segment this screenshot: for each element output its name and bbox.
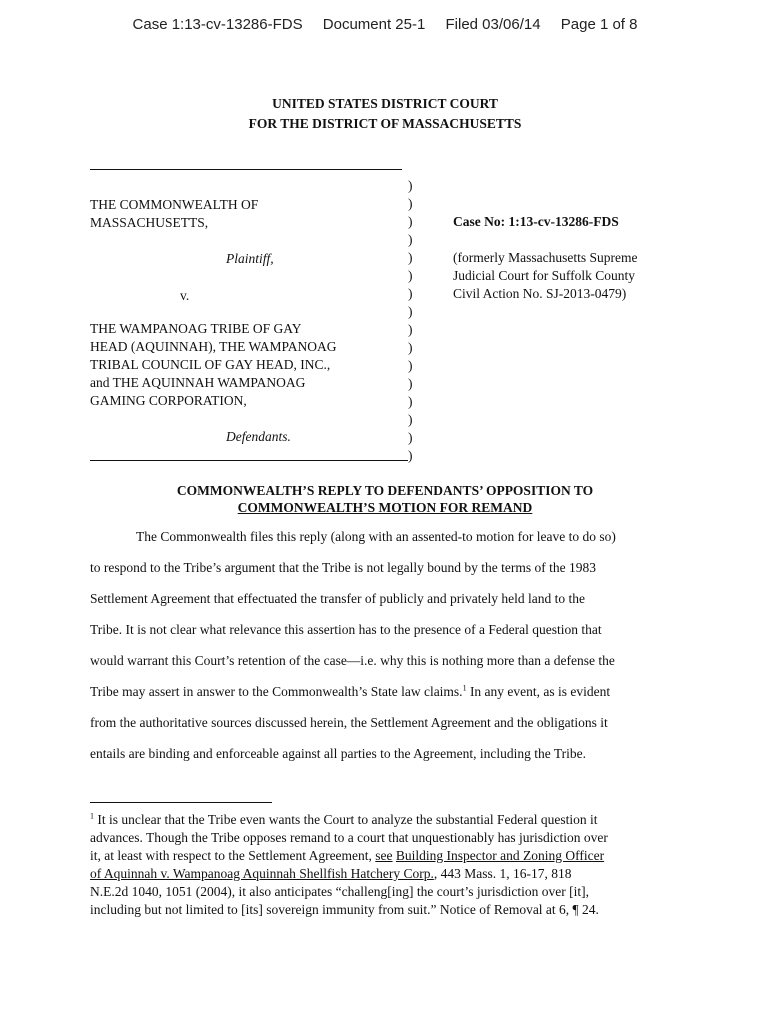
footnote-line: including but not limited to [its] sovereign immunity from suit.” Notice of Removal at 6, ¶ 24.: [90, 902, 599, 917]
footnote-line: advances. Though the Tribe opposes remand to a court that unquestionably has jurisdiction over: [90, 830, 608, 845]
paren: ): [408, 358, 413, 373]
body-text: Tribe may assert in answer to the Commonwealth’s State law claims.: [90, 684, 463, 699]
header-document: Document 25-1: [322, 16, 426, 33]
paren: ): [408, 268, 413, 283]
ecf-header: [0, 16, 770, 33]
body-text: In any event, as is evident: [466, 684, 611, 699]
body-line: would warrant this Court’s retention of the case—i.e. why this is nothing more than a defense the: [90, 653, 615, 668]
paren: ): [408, 304, 413, 319]
defendant-label: Defendants.: [226, 429, 291, 444]
body-line: Tribe. It is not clear what relevance this assertion has to the presence of a Federal question that: [90, 622, 602, 637]
paren: ): [408, 286, 413, 301]
header-filed-date: Filed 03/06/14: [445, 16, 541, 33]
case-citation: of Aquinnah v. Wampanoag Aquinnah Shellfish Hatchery Corp.: [90, 866, 434, 881]
paren: ): [408, 196, 413, 211]
header-page-number: Page 1 of 8: [560, 16, 638, 33]
footnote-text: , 443 Mass. 1, 16-17, 818: [433, 866, 572, 881]
footnote-line: [90, 811, 598, 829]
paren: ): [408, 232, 413, 247]
paren: ): [408, 412, 413, 427]
paren: ): [408, 214, 413, 229]
footnote-line: [90, 865, 571, 883]
paren: ): [408, 448, 413, 463]
footnote-number: 1: [90, 811, 94, 821]
caption-top-rule: [90, 169, 402, 170]
footnote-line: [90, 847, 604, 865]
footnote-reference[interactable]: 1: [462, 683, 467, 693]
plaintiff-name-1: THE COMMONWEALTH OF: [90, 197, 259, 212]
footnote-line: N.E.2d 1040, 1051 (2004), it also anticipates “challeng[ing] the court’s jurisdiction over [it],: [90, 884, 590, 899]
defendant-name-2: HEAD (AQUINNAH), THE WAMPANOAG: [90, 339, 337, 354]
court-line-1: UNITED STATES DISTRICT COURT: [272, 96, 498, 111]
body-line: Settlement Agreement that effectuated the transfer of publicly and privately held land to the: [90, 591, 585, 606]
case-number: Case No: 1:13-cv-13286-FDS: [453, 214, 619, 229]
body-line: [90, 683, 610, 701]
body-line: to respond to the Tribe’s argument that the Tribe is not legally bound by the terms of the 1983: [90, 560, 596, 575]
plaintiff-label: Plaintiff,: [226, 251, 274, 266]
defendant-name-1: THE WAMPANOAG TRIBE OF GAY: [90, 321, 302, 336]
footnote-text: It is unclear that the Tribe even wants the Court to analyze the substantial Federal question it: [94, 812, 598, 827]
formerly-line-3: Civil Action No. SJ-2013-0479): [453, 286, 627, 301]
paren: ): [408, 322, 413, 337]
footnote-text: it, at least with respect to the Settlement Agreement,: [90, 848, 376, 863]
signal-see: see: [375, 848, 393, 863]
paren: ): [408, 340, 413, 355]
versus: v.: [180, 288, 190, 303]
court-name: [0, 94, 770, 134]
court-line-2: FOR THE DISTRICT OF MASSACHUSETTS: [248, 116, 522, 131]
title-line-2: COMMONWEALTH’S MOTION FOR REMAND: [237, 500, 533, 515]
paren: ): [408, 394, 413, 409]
formerly-line-2: Judicial Court for Suffolk County: [453, 268, 635, 283]
document-title: [0, 482, 770, 516]
footnote-rule: [90, 802, 272, 803]
paren: ): [408, 178, 413, 193]
header-case-number: Case 1:13-cv-13286-FDS: [132, 16, 303, 33]
title-line-1: COMMONWEALTH’S REPLY TO DEFENDANTS’ OPPOSITION TO: [176, 483, 594, 498]
body-line: from the authoritative sources discussed herein, the Settlement Agreement and the obligations it: [90, 715, 608, 730]
defendant-name-5: GAMING CORPORATION,: [90, 393, 247, 408]
defendant-name-4: and THE AQUINNAH WAMPANOAG: [90, 375, 306, 390]
plaintiff-name-2: MASSACHUSETTS,: [90, 215, 209, 230]
caption-bottom-rule: [90, 460, 408, 461]
paren: ): [408, 430, 413, 445]
case-citation: Building Inspector and Zoning Officer: [395, 848, 605, 863]
formerly-note: [453, 249, 713, 303]
defendant-name-3: TRIBAL COUNCIL OF GAY HEAD, INC.,: [90, 357, 331, 372]
formerly-line-1: (formerly Massachusetts Supreme: [453, 250, 638, 265]
paren: ): [408, 250, 413, 265]
body-line: entails are binding and enforceable against all parties to the Agreement, including the Tribe.: [90, 746, 586, 761]
body-line: The Commonwealth files this reply (along with an assented-to motion for leave to do so): [136, 529, 616, 544]
paren: ): [408, 376, 413, 391]
